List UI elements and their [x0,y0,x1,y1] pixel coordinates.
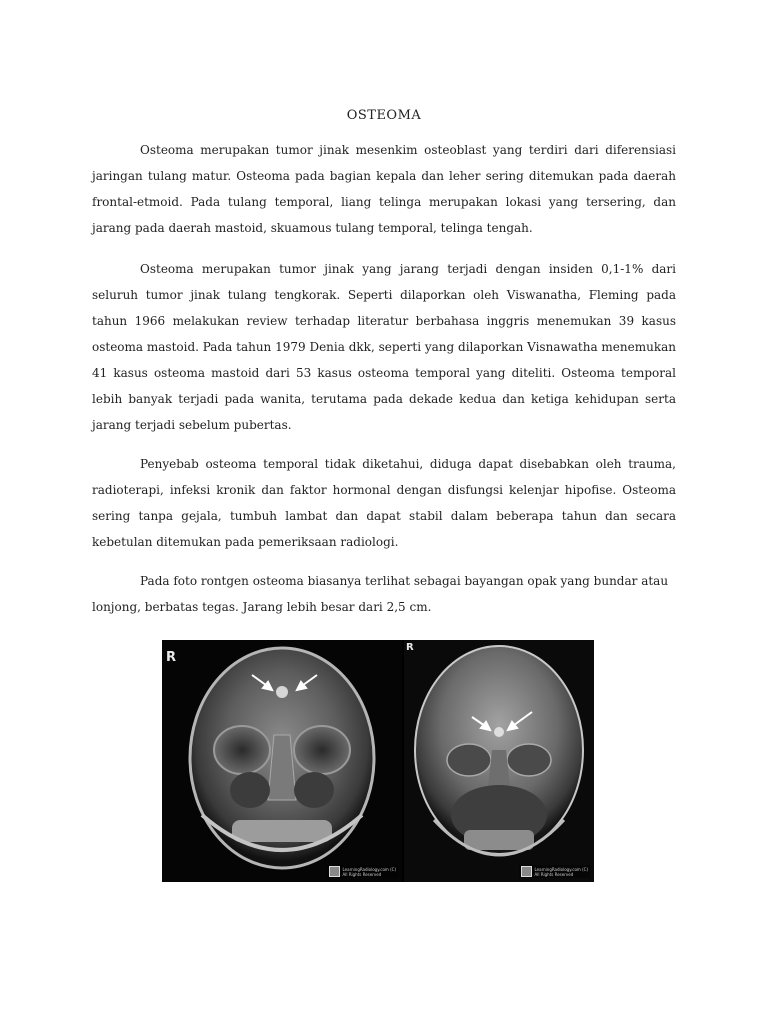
skull-xray-figure [162,640,594,882]
watermark-line-1: LearningRadiology.com (C) [342,866,396,872]
watermark-line-2: All Rights Reserved [534,871,574,877]
watermark [519,865,591,878]
skull-xray-frontal-image [162,640,402,882]
watermark-logo [521,866,532,877]
skull-xray-oblique-drawing [404,640,594,882]
paragraph-3: Penyebab osteoma temporal tidak diketahui, diduga dapat disebabkan oleh trauma, radioterapi, infeksi kronik dan faktor hormonal dengan disfungsi kelenjar hipofise. Osteoma sering tanpa gejala, tumbuh lambat dan dapat stabil dalam beberapa tahun dan secara kebetulan ditemukan pada pemeriksaan radiologi. [92,457,676,549]
watermark-logo [329,866,340,877]
paragraph-1: Osteoma merupakan tumor jinak mesenkim osteoblast yang terdiri dari diferensiasi jaringan tulang matur. Osteoma pada bagian kepala dan leher sering ditemukan pada daerah frontal-etmoid. Pada tulang temporal, liang telinga merupakan lokasi yang tersering, dan jarang pada daerah mastoid, skuamous tulang temporal, telinga tengah. [92,143,676,235]
paragraph-2: Osteoma merupakan tumor jinak yang jarang terjadi dengan insiden 0,1-1% dari seluruh tumor jinak tulang tengkorak. Seperti dilaporkan oleh Viswanatha, Fleming pada tahun 1966 melakukan review terhadap literatur berbahasa inggris menemukan 39 kasus osteoma mastoid. Pada tahun 1979 Denia dkk, seperti yang dilaporkan Visnawatha menemukan 41 kasus osteoma mastoid dari 53 kasus osteoma temporal yang diteliti. Osteoma temporal lebih banyak terjadi pada wanita, terutama pada dekade kedua dan ketiga kehidupan serta jarang terjadi sebelum pubertas. [92,262,676,432]
document-title: OSTEOMA [346,108,422,123]
watermark [327,865,399,878]
watermark-line-1: LearningRadiology.com (C) [534,866,588,872]
side-marker: R [406,642,414,653]
skull-xray-frontal-drawing [162,640,402,882]
watermark-line-2: All Rights Reserved [342,871,382,877]
side-marker: R [166,650,177,665]
paragraph-4: Pada foto rontgen osteoma biasanya terlihat sebagai bayangan opak yang bundar atau lonjong, berbatas tegas. Jarang lebih besar dari 2,5 cm. [92,574,669,614]
skull-xray-oblique-image [404,640,594,882]
